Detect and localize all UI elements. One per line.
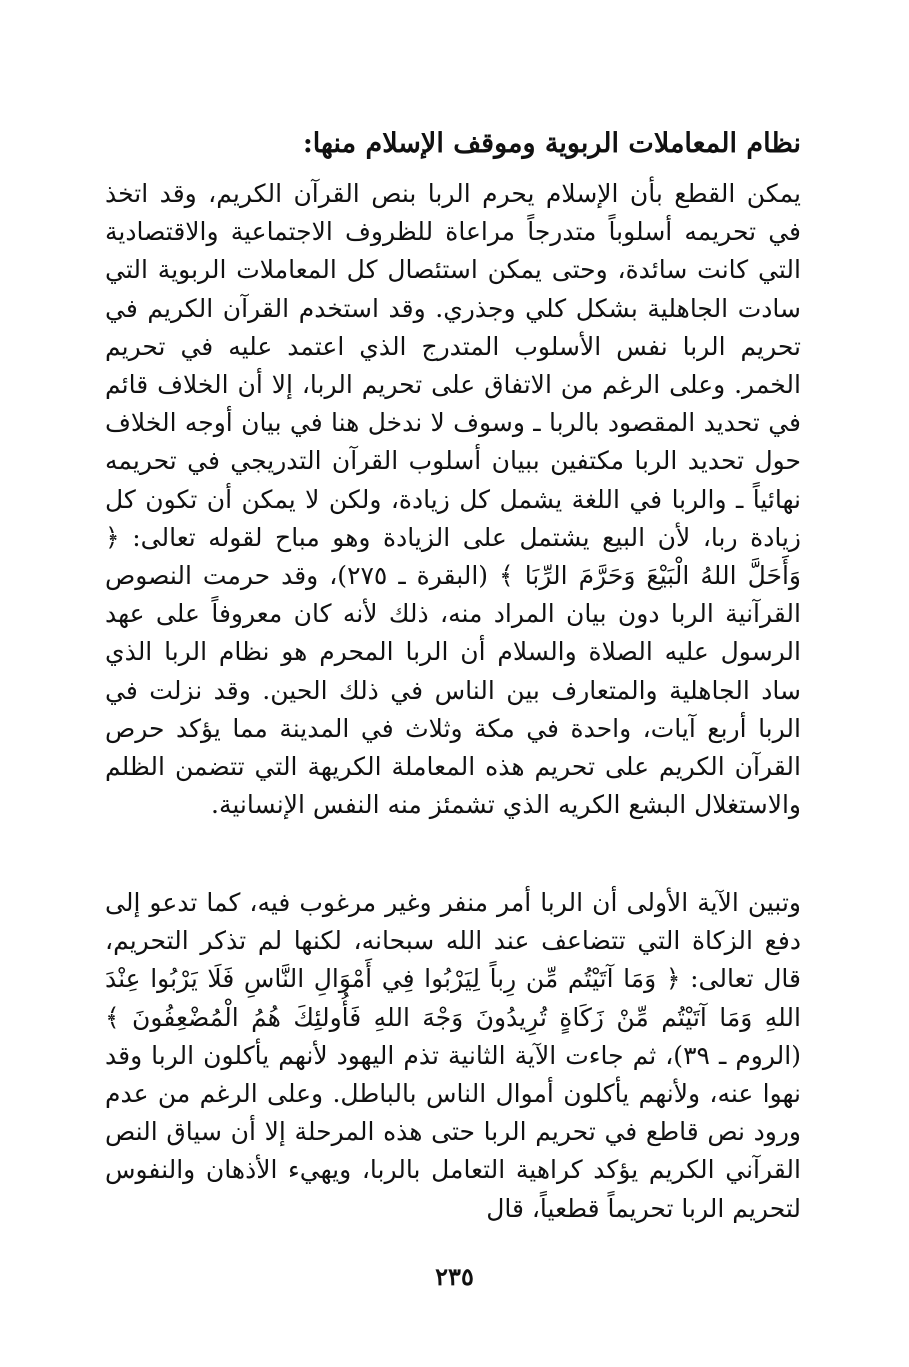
paragraph-1: يمكن القطع بأن الإسلام يحرم الربا بنص القرآن الكريم، وقد اتخذ في تحريمه أسلوباً متدرجاً مراعاة للظروف الاجتماعية والاقتصادية التي كانت سائدة، وحتى يمكن استئصال كل المعاملات الربوية التي سادت الجاهلية بشكل كلي وجذري. وقد استخدم القرآن الكريم في تحريم الربا نفس الأسلوب المتدرج الذي اعتمد عليه في تحريم الخمر. وعلى الرغم من الاتفاق على تحريم الربا، إلا أن الخلاف قائم في تحديد المقصود بالربا ـ وسوف لا ندخل هنا في بيان أوجه الخلاف حول تحديد الربا مكتفين ببيان أسلوب القرآن التدريجي في تحريمه نهائياً ـ والربا في اللغة يشمل كل زيادة، ولكن لا يمكن أن تكون كل زيادة ربا، لأن البيع يشتمل على الزيادة وهو مباح لقوله تعالى: ﴿ وَأَحَلَّ اللهُ الْبَيْعَ وَحَرَّمَ الرِّبَا ﴾ (البقرة ـ ٢٧٥)، وقد حرمت النصوص القرآنية الربا دون بيان المراد منه، ذلك لأنه كان معروفاً على عهد الرسول عليه الصلاة والسلام أن الربا المحرم هو نظام الربا الذي ساد الجاهلية والمتعارف بين الناس في ذلك الحين. وقد نزلت في الربا أربع آيات، واحدة في مكة وثلاث في المدينة مما يؤكد حرص القرآن الكريم على تحريم هذه المعاملة الكريهة التي تتضمن الظلم والاستغلال البشع الكريه الذي تشمئز منه النفس الإنسانية. [105, 179, 801, 820]
page-number: ٢٣٥ [435, 1262, 474, 1291]
paragraph-2: وتبين الآية الأولى أن الربا أمر منفر وغير مرغوب فيه، كما تدعو إلى دفع الزكاة التي تتضاعف عند الله سبحانه، لكنها لم تذكر التحريم، قال تعالى: ﴿ وَمَا آتَيْتُم مِّن رِباً لِيَرْبُوا فِي أَمْوَالِ النَّاسِ فَلَا يَرْبُوا عِنْدَ اللهِ وَمَا آتَيْتُم مِّنْ زَكَاةٍ تُرِيدُونَ وَجْهَ اللهِ فَأُولئِكَ هُمُ الْمُضْعِفُونَ ﴾ (الروم ـ ٣٩)، ثم جاءت الآية الثانية تذم اليهود لأنهم يأكلون الربا وقد نهوا عنه، ولأنهم يأكلون أموال الناس بالباطل. وعلى الرغم من عدم ورود نص قاطع في تحريم الربا حتى هذه المرحلة إلا أن سياق النص القرآني الكريم يؤكد كراهية التعامل بالربا، ويهيء الأذهان والنفوس لتحريم الربا تحريماً قطعياً، قال [105, 888, 801, 1223]
section-heading: نظام المعاملات الربوية وموقف الإسلام منها: [302, 128, 801, 159]
